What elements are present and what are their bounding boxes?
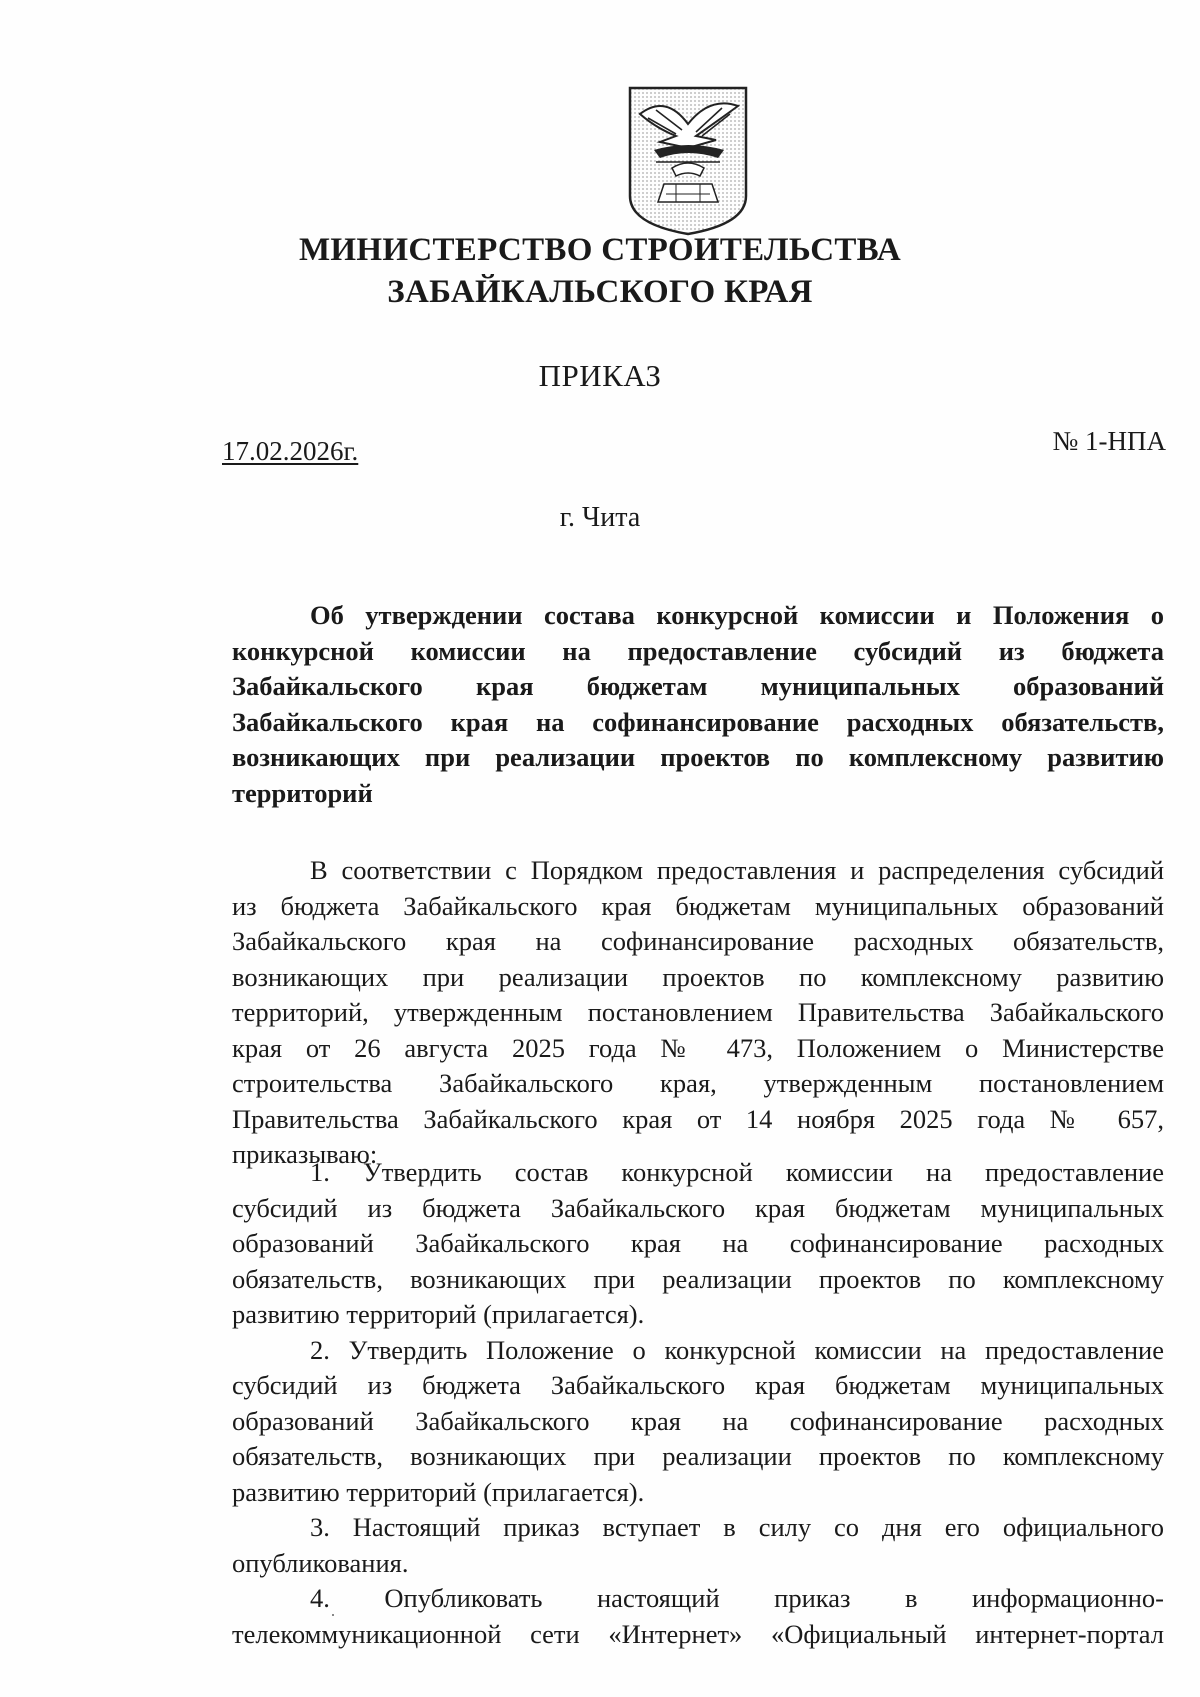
item-2-line: образований Забайкальского края на софинансирование расходных xyxy=(232,1405,1164,1436)
ministry-name-line2: ЗАБАЙКАЛЬСКОГО КРАЯ xyxy=(387,274,813,310)
item-2-line: 2. Утвердить Положение о конкурсной комиссии на предоставление xyxy=(310,1334,1164,1365)
preamble-line: строительства Забайкальского края, утвержденным постановлением xyxy=(232,1068,1164,1098)
order-number: № 1-НПА xyxy=(1052,426,1166,456)
item-2-line: развитию территорий (прилагается). xyxy=(232,1476,645,1507)
item-3-line: 3. Настоящий приказ вступает в силу со дня его официального xyxy=(310,1512,1164,1542)
item-1-line: образований Забайкальского края на софинансирование расходных xyxy=(232,1228,1164,1258)
item-1-line: обязательств, возникающих при реализации проектов по комплексному xyxy=(232,1263,1164,1294)
item-3-line: опубликования. xyxy=(232,1547,409,1578)
preamble-line: края от 26 августа 2025 года № 473, Положением о Министерстве xyxy=(232,1032,1164,1063)
item-4-line: телекоммуникационной сети «Интернет» «Официальный интернет-портал xyxy=(232,1618,1164,1649)
subject-line: территорий xyxy=(232,777,373,808)
item-1-line: 1. Утвердить состав конкурсной комиссии на предоставление xyxy=(310,1157,1164,1187)
order-date: 17.02.2026г. xyxy=(222,436,359,466)
preamble-line: территорий, утвержденным постановлением Правительства Забайкальского xyxy=(232,997,1164,1027)
ministry-name-line1: МИНИСТЕРСТВО СТРОИТЕЛЬСТВА xyxy=(298,232,902,268)
item-1-line: субсидий из бюджета Забайкальского края бюджетам муниципальных xyxy=(232,1192,1164,1223)
subject-line: Забайкальского края бюджетам муниципальных образований xyxy=(232,671,1164,701)
subject-line: конкурсной комиссии на предоставление субсидий из бюджета xyxy=(232,635,1164,666)
preamble-line: возникающих при реализации проектов по комплексному развитию xyxy=(232,961,1164,992)
preamble-line: В соответствии с Порядком предоставления и распределения субсидий xyxy=(310,855,1164,885)
city-name: г. Чита xyxy=(559,502,641,533)
item-2-line: обязательств, возникающих при реализации проектов по комплексному xyxy=(232,1441,1164,1471)
item-4-line: 4. Опубликовать настоящий приказ в информационно- xyxy=(310,1583,1164,1613)
preamble-paragraph xyxy=(232,853,1164,1173)
coat-of-arms-emblem xyxy=(626,84,750,236)
order-items xyxy=(232,1155,1164,1652)
preamble-line: Правительства Забайкальского края от 14 ноября 2025 года № 657, xyxy=(232,1103,1164,1134)
subject-line: Забайкальского края на софинансирование расходных обязательств, xyxy=(232,706,1164,737)
preamble-line: приказываю: xyxy=(232,1139,378,1169)
item-2-line: субсидий из бюджета Забайкальского края бюджетам муниципальных xyxy=(232,1370,1164,1400)
scan-speck xyxy=(332,1614,334,1616)
subject-line: Об утверждении состава конкурсной комиссии и Положения о xyxy=(310,600,1164,630)
preamble-line: Забайкальского края на софинансирование расходных обязательств, xyxy=(232,926,1164,956)
order-subject xyxy=(232,598,1164,811)
item-1-line: развитию территорий (прилагается). xyxy=(232,1299,645,1329)
subject-line: возникающих при реализации проектов по комплексному развитию xyxy=(232,742,1164,772)
document-type-title: ПРИКАЗ xyxy=(538,358,662,393)
preamble-line: из бюджета Забайкальского края бюджетам муниципальных образований xyxy=(232,890,1164,921)
